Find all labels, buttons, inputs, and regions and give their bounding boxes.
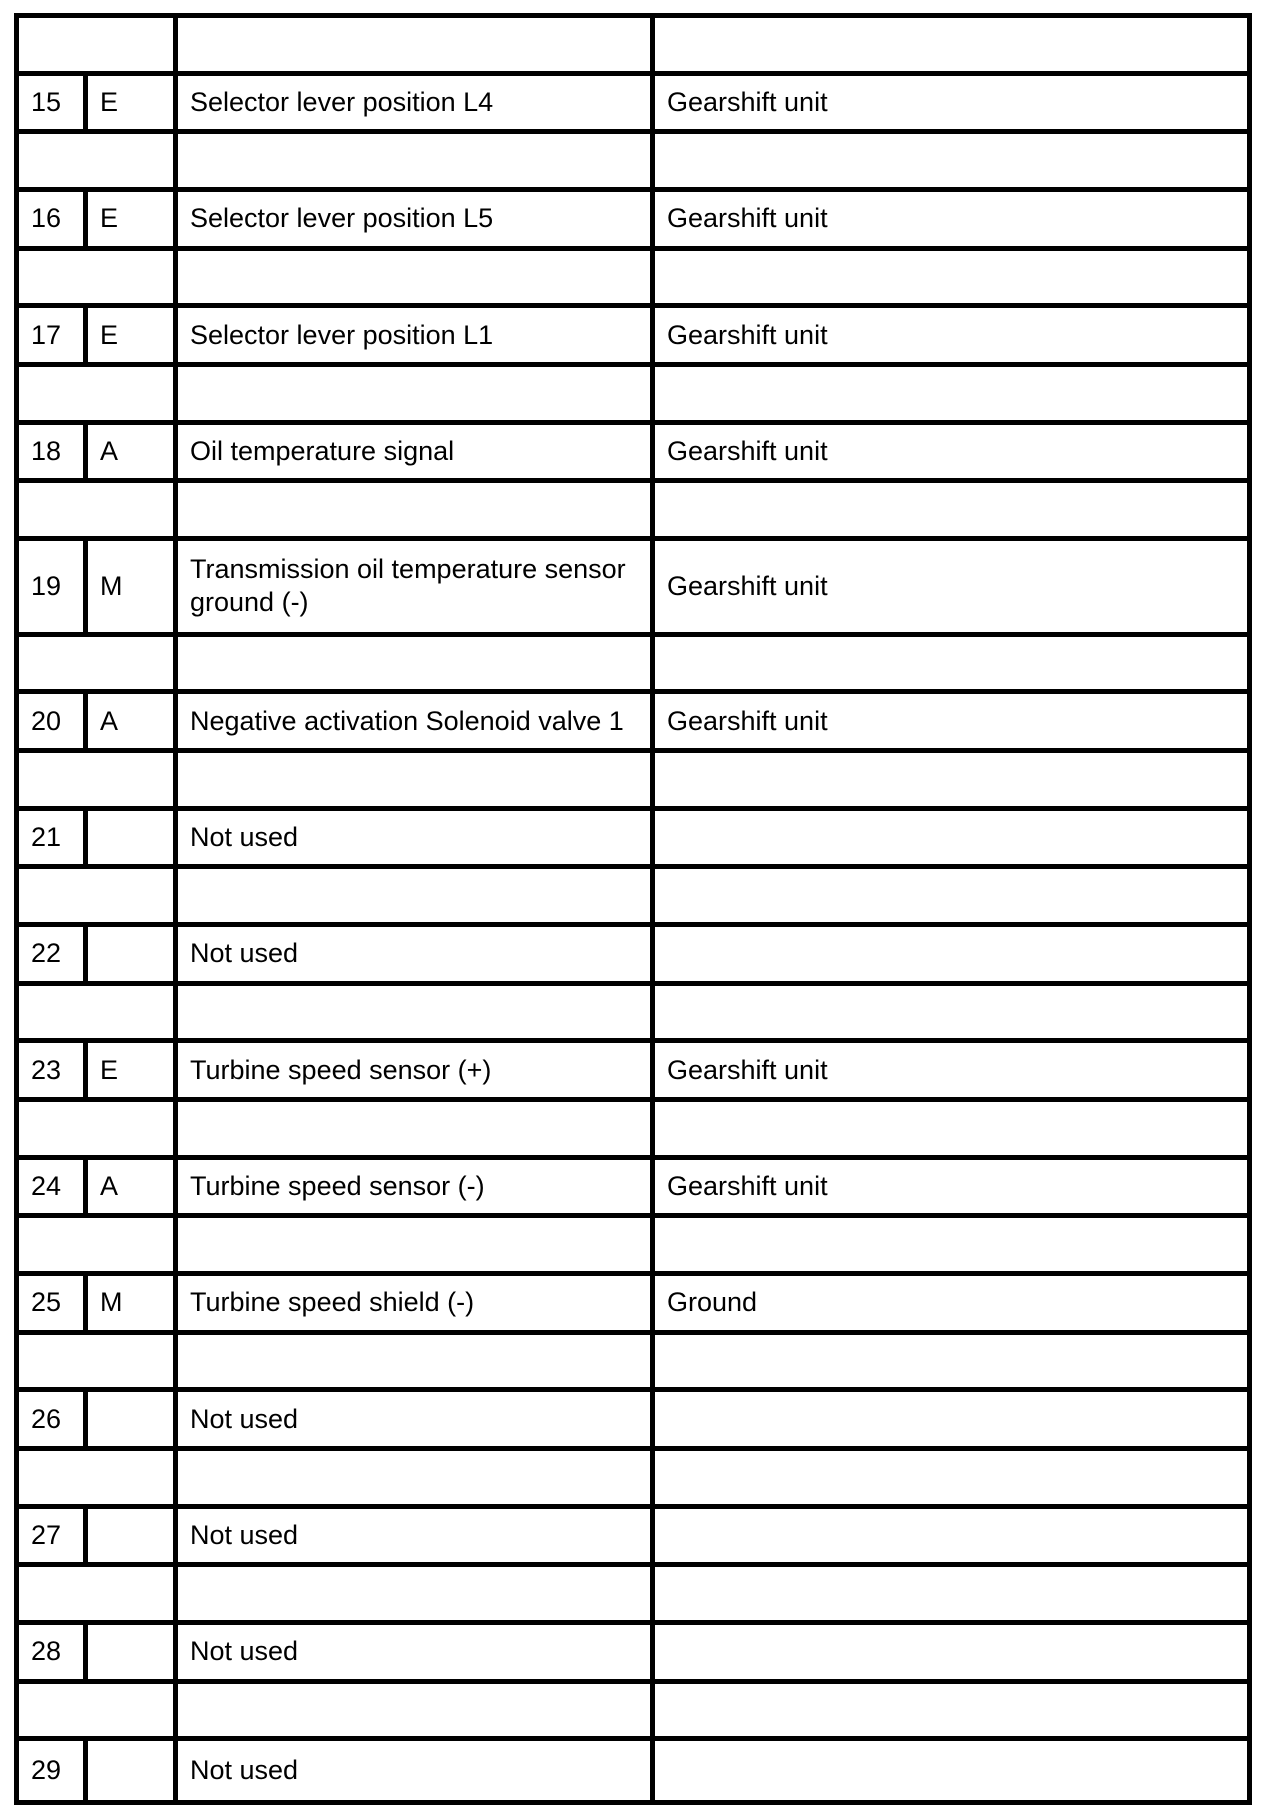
signal-type: E <box>88 192 178 251</box>
signal-type <box>88 927 178 986</box>
table-row <box>19 1160 1247 1219</box>
pin-description: Selector lever position L1 <box>178 308 655 367</box>
signal-type: A <box>88 425 178 484</box>
spacer-cell-pin <box>19 1335 178 1393</box>
spacer-cell-pin <box>19 1218 178 1276</box>
spacer-cell-connection <box>655 1684 1247 1742</box>
signal-type <box>88 811 178 870</box>
pin-number: 29 <box>19 1741 88 1800</box>
table-row <box>19 192 1247 251</box>
pin-number: 23 <box>19 1043 88 1102</box>
signal-type: E <box>88 76 178 135</box>
pin-description: Not used <box>178 1392 655 1451</box>
table-row <box>19 1392 1247 1451</box>
pin-number: 18 <box>19 425 88 484</box>
spacer-cell-description <box>178 1218 655 1276</box>
pin-connection <box>655 1625 1247 1684</box>
spacer-cell-connection <box>655 1335 1247 1393</box>
pin-description: Not used <box>178 1625 655 1684</box>
spacer-cell-pin <box>19 637 178 695</box>
table-row <box>19 1509 1247 1568</box>
pin-description: Not used <box>178 1509 655 1568</box>
pin-connection <box>655 1741 1247 1800</box>
pin-number: 17 <box>19 308 88 367</box>
pin-number: 16 <box>19 192 88 251</box>
spacer-cell-connection <box>655 251 1247 309</box>
pin-number: 25 <box>19 1276 88 1335</box>
table-row <box>19 541 1247 637</box>
table-row <box>19 927 1247 986</box>
spacer-cell-connection <box>655 1567 1247 1625</box>
pin-connection: Gearshift unit <box>655 308 1247 367</box>
spacer-cell-description <box>178 251 655 309</box>
spacer-cell-pin <box>19 1102 178 1160</box>
table-row <box>19 308 1247 367</box>
spacer-row <box>19 986 1247 1044</box>
spacer-cell-description <box>178 753 655 811</box>
pin-description: Selector lever position L4 <box>178 76 655 135</box>
signal-type <box>88 1392 178 1451</box>
table-row <box>19 694 1247 753</box>
spacer-cell-connection <box>655 18 1247 76</box>
pin-connection <box>655 1392 1247 1451</box>
spacer-cell-description <box>178 134 655 192</box>
pin-connection: Gearshift unit <box>655 192 1247 251</box>
spacer-cell-pin <box>19 753 178 811</box>
pin-number: 20 <box>19 694 88 753</box>
pin-table-body <box>19 18 1247 1800</box>
spacer-cell-pin <box>19 1684 178 1742</box>
table-row <box>19 1625 1247 1684</box>
spacer-cell-pin <box>19 134 178 192</box>
spacer-row <box>19 483 1247 541</box>
spacer-row <box>19 367 1247 425</box>
pin-connection: Gearshift unit <box>655 694 1247 753</box>
spacer-cell-pin <box>19 1567 178 1625</box>
spacer-cell-pin <box>19 1451 178 1509</box>
pin-description: Negative activation Solenoid valve 1 <box>178 694 655 753</box>
spacer-cell-description <box>178 1567 655 1625</box>
pin-number: 21 <box>19 811 88 870</box>
spacer-cell-pin <box>19 18 178 76</box>
signal-type: E <box>88 308 178 367</box>
spacer-row <box>19 753 1247 811</box>
table-row <box>19 1043 1247 1102</box>
spacer-cell-connection <box>655 1102 1247 1160</box>
pin-assignment-sheet <box>14 13 1252 1805</box>
pin-description: Not used <box>178 1741 655 1800</box>
spacer-cell-pin <box>19 869 178 927</box>
pin-connection: Gearshift unit <box>655 1160 1247 1219</box>
pin-description: Selector lever position L5 <box>178 192 655 251</box>
spacer-cell-connection <box>655 637 1247 695</box>
pin-description: Not used <box>178 927 655 986</box>
pin-description: Not used <box>178 811 655 870</box>
spacer-cell-description <box>178 1102 655 1160</box>
pin-number: 27 <box>19 1509 88 1568</box>
spacer-cell-pin <box>19 251 178 309</box>
signal-type: A <box>88 694 178 753</box>
pin-number: 15 <box>19 76 88 135</box>
spacer-row <box>19 1451 1247 1509</box>
spacer-row <box>19 1684 1247 1742</box>
pin-number: 28 <box>19 1625 88 1684</box>
pin-description: Transmission oil temperature sensor ground (-) <box>178 541 655 637</box>
spacer-cell-description <box>178 637 655 695</box>
pin-number: 24 <box>19 1160 88 1219</box>
spacer-row <box>19 869 1247 927</box>
spacer-row <box>19 1218 1247 1276</box>
spacer-row <box>19 1102 1247 1160</box>
pin-number: 19 <box>19 541 88 637</box>
spacer-cell-pin <box>19 483 178 541</box>
signal-type: A <box>88 1160 178 1219</box>
spacer-cell-pin <box>19 986 178 1044</box>
spacer-row <box>19 637 1247 695</box>
signal-type <box>88 1741 178 1800</box>
pin-description: Turbine speed sensor (-) <box>178 1160 655 1219</box>
table-row <box>19 1741 1247 1800</box>
pin-number: 26 <box>19 1392 88 1451</box>
pin-description: Oil temperature signal <box>178 425 655 484</box>
spacer-row <box>19 134 1247 192</box>
signal-type <box>88 1509 178 1568</box>
spacer-row <box>19 251 1247 309</box>
table-row <box>19 76 1247 135</box>
pin-connection <box>655 1509 1247 1568</box>
spacer-cell-connection <box>655 753 1247 811</box>
spacer-row <box>19 1335 1247 1393</box>
pin-description: Turbine speed shield (-) <box>178 1276 655 1335</box>
table-row <box>19 1276 1247 1335</box>
spacer-cell-connection <box>655 367 1247 425</box>
pin-number: 22 <box>19 927 88 986</box>
pin-description: Turbine speed sensor (+) <box>178 1043 655 1102</box>
table-row <box>19 811 1247 870</box>
spacer-cell-description <box>178 483 655 541</box>
spacer-row <box>19 1567 1247 1625</box>
pin-connection: Gearshift unit <box>655 1043 1247 1102</box>
signal-type: M <box>88 541 178 637</box>
spacer-cell-description <box>178 1335 655 1393</box>
spacer-cell-connection <box>655 1218 1247 1276</box>
pin-assignment-table <box>19 18 1247 1800</box>
spacer-cell-pin <box>19 367 178 425</box>
spacer-cell-connection <box>655 134 1247 192</box>
signal-type: M <box>88 1276 178 1335</box>
spacer-cell-connection <box>655 986 1247 1044</box>
pin-connection: Gearshift unit <box>655 541 1247 637</box>
signal-type: E <box>88 1043 178 1102</box>
spacer-cell-description <box>178 869 655 927</box>
spacer-cell-connection <box>655 1451 1247 1509</box>
spacer-cell-description <box>178 18 655 76</box>
spacer-cell-description <box>178 367 655 425</box>
pin-connection: Ground <box>655 1276 1247 1335</box>
signal-type <box>88 1625 178 1684</box>
pin-connection: Gearshift unit <box>655 76 1247 135</box>
spacer-cell-connection <box>655 869 1247 927</box>
spacer-cell-description <box>178 986 655 1044</box>
spacer-row <box>19 18 1247 76</box>
table-row <box>19 425 1247 484</box>
pin-connection <box>655 927 1247 986</box>
spacer-cell-description <box>178 1451 655 1509</box>
spacer-cell-connection <box>655 483 1247 541</box>
pin-connection: Gearshift unit <box>655 425 1247 484</box>
spacer-cell-description <box>178 1684 655 1742</box>
pin-connection <box>655 811 1247 870</box>
